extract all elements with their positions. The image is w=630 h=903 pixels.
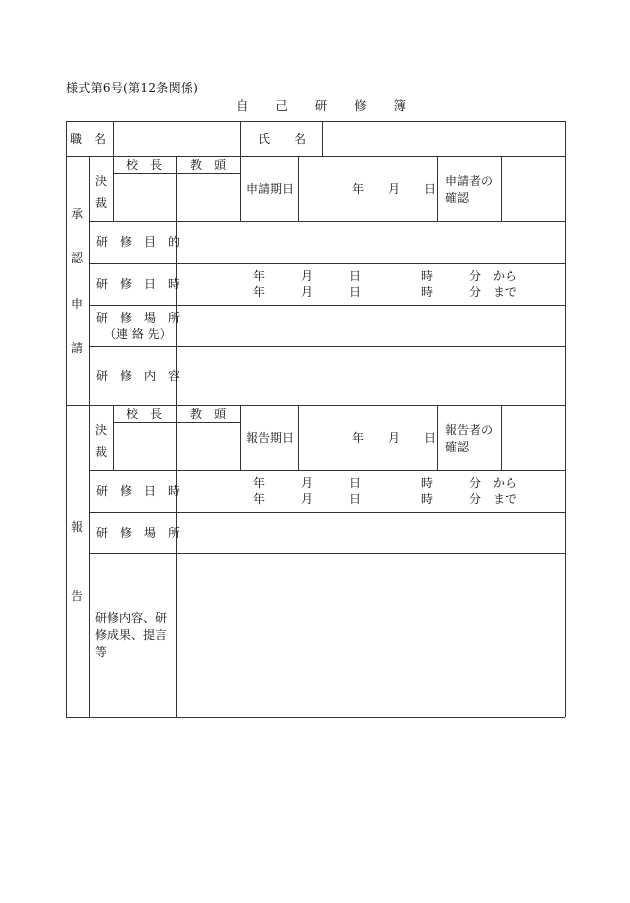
section-char: 認 (70, 251, 83, 265)
table-rule (89, 263, 565, 264)
applicant-confirm-box[interactable] (502, 157, 564, 220)
table-rule (437, 405, 438, 470)
application-datetime-label: 研 修 日 時 (96, 277, 181, 291)
report-date-label: 報告期日 (246, 431, 295, 445)
vice-principal-label: 教 頭 (190, 407, 227, 421)
report-place-label: 研 修 場 所 (96, 526, 181, 540)
application-datetime-from[interactable]: 年 月 日 時 分 から (253, 269, 518, 283)
application-place-label: 研 修 場 所 (96, 311, 181, 325)
job-title-label: 職 名 (70, 132, 107, 146)
table-rule (66, 717, 565, 718)
form-title-char: 簿 (393, 98, 406, 113)
application-content-field[interactable] (177, 347, 564, 404)
principal-seal-box[interactable] (114, 423, 175, 469)
form-title-char: 修 (354, 98, 367, 113)
application-place-field[interactable] (177, 306, 564, 345)
decision-char: 裁 (94, 445, 107, 459)
form-title-char: 研 (314, 98, 328, 113)
principal-label: 校 長 (126, 407, 163, 421)
purpose-label: 研 修 目 的 (96, 235, 181, 249)
report-datetime-to[interactable]: 年 月 日 時 分 まで (253, 492, 518, 506)
application-datetime-to[interactable]: 年 月 日 時 分 まで (253, 285, 518, 299)
reporter-confirm-box[interactable] (502, 406, 564, 469)
application-contact-label: （連 絡 先） (104, 327, 172, 341)
application-content-label: 研 修 内 容 (96, 369, 181, 383)
section-char: 報 (70, 520, 83, 534)
table-rule (565, 121, 566, 717)
table-rule (89, 470, 565, 471)
report-decision-label (86, 421, 116, 459)
principal-label: 校 長 (126, 158, 163, 172)
vice-principal-label: 教 頭 (190, 158, 227, 172)
application-date-label: 申請期日 (246, 182, 295, 196)
report-content-label: 研修内容、研 修成果、提言 等 (95, 611, 168, 659)
report-place-field[interactable] (177, 513, 564, 552)
reporter-confirm-label: 報告者の 確認 (445, 423, 494, 454)
vice-principal-seal-box[interactable] (177, 174, 239, 220)
form-title-char: 自 (236, 98, 249, 113)
applicant-confirm-label: 申請者の 確認 (445, 174, 494, 205)
application-decision-label (86, 172, 116, 210)
table-rule (298, 156, 299, 221)
job-title-field[interactable] (114, 122, 239, 155)
table-rule (298, 405, 299, 470)
decision-char: 決 (94, 174, 107, 188)
table-rule (240, 405, 241, 470)
name-label: 氏 名 (258, 132, 307, 146)
report-content-field[interactable] (177, 554, 564, 716)
vice-principal-seal-box[interactable] (177, 423, 239, 469)
section-char: 承 (70, 207, 83, 221)
section-char: 告 (70, 589, 83, 603)
report-section-label (62, 518, 92, 603)
table-rule (240, 121, 241, 221)
report-datetime-from[interactable]: 年 月 日 時 分 から (253, 476, 518, 490)
application-section-label (62, 205, 92, 355)
report-date-field[interactable]: 年 月 日 (352, 431, 437, 445)
form-title-char: 己 (275, 98, 288, 113)
section-char: 請 (70, 341, 83, 355)
form-title (236, 98, 406, 114)
principal-seal-box[interactable] (114, 174, 175, 220)
purpose-field[interactable] (177, 222, 564, 262)
application-date-field[interactable]: 年 月 日 (352, 182, 437, 196)
table-rule (437, 156, 438, 221)
decision-char: 裁 (94, 196, 107, 210)
decision-char: 決 (94, 423, 107, 437)
name-field[interactable] (323, 122, 564, 155)
section-char: 申 (70, 297, 83, 311)
report-datetime-label: 研 修 日 時 (96, 484, 181, 498)
form-caption: 様式第6号(第12条関係) (66, 81, 199, 95)
